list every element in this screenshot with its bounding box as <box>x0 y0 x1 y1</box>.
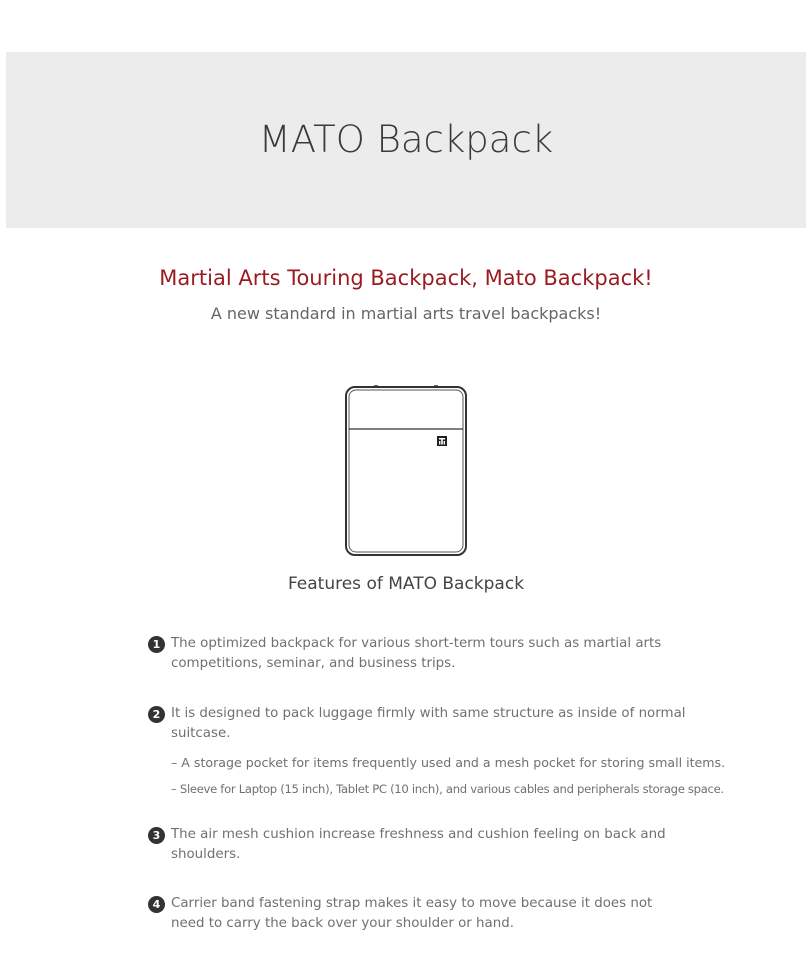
feature-item <box>148 704 726 799</box>
number-badge: 4 <box>148 896 165 913</box>
features-list <box>148 634 726 934</box>
feature-item <box>148 825 688 865</box>
headline: Martial Arts Touring Backpack, Mato Backpack! <box>159 266 653 290</box>
feature-text: The optimized backpack for various short-term tours such as martial arts competitions, seminar, and business trips. <box>171 636 662 671</box>
number-badge: 2 <box>148 706 165 723</box>
feature-item <box>148 634 688 674</box>
features-title: Features of MATO Backpack <box>287 574 525 594</box>
backpack-illustration <box>344 385 468 557</box>
feature-subitem: – A storage pocket for items frequently used and a mesh pocket for storing small items. <box>171 755 726 770</box>
number-badge: 3 <box>148 827 165 844</box>
feature-text: The air mesh cushion increase freshness and cushion feeling on back and shoulders. <box>171 827 666 862</box>
backpack-inner-outline <box>349 390 463 552</box>
feature-text: Carrier band fastening strap makes it easy to move because it does not need to carry the back over your shoulder or hand. <box>171 896 653 931</box>
number-badge: 1 <box>148 636 165 653</box>
feature-text: It is designed to pack luggage firmly with same structure as inside of normal suitcase. <box>171 706 686 741</box>
feature-item <box>148 894 688 934</box>
backpack-outline-icon <box>346 387 466 555</box>
brand-logo-icon <box>437 436 447 446</box>
feature-subitem: – Sleeve for Laptop (15 inch), Tablet PC (10 inch), and various cables and peripherals storage space. <box>171 782 724 796</box>
subheadline: A new standard in martial arts travel backpacks! <box>210 304 602 323</box>
page-title: MATO Backpack <box>258 118 554 161</box>
